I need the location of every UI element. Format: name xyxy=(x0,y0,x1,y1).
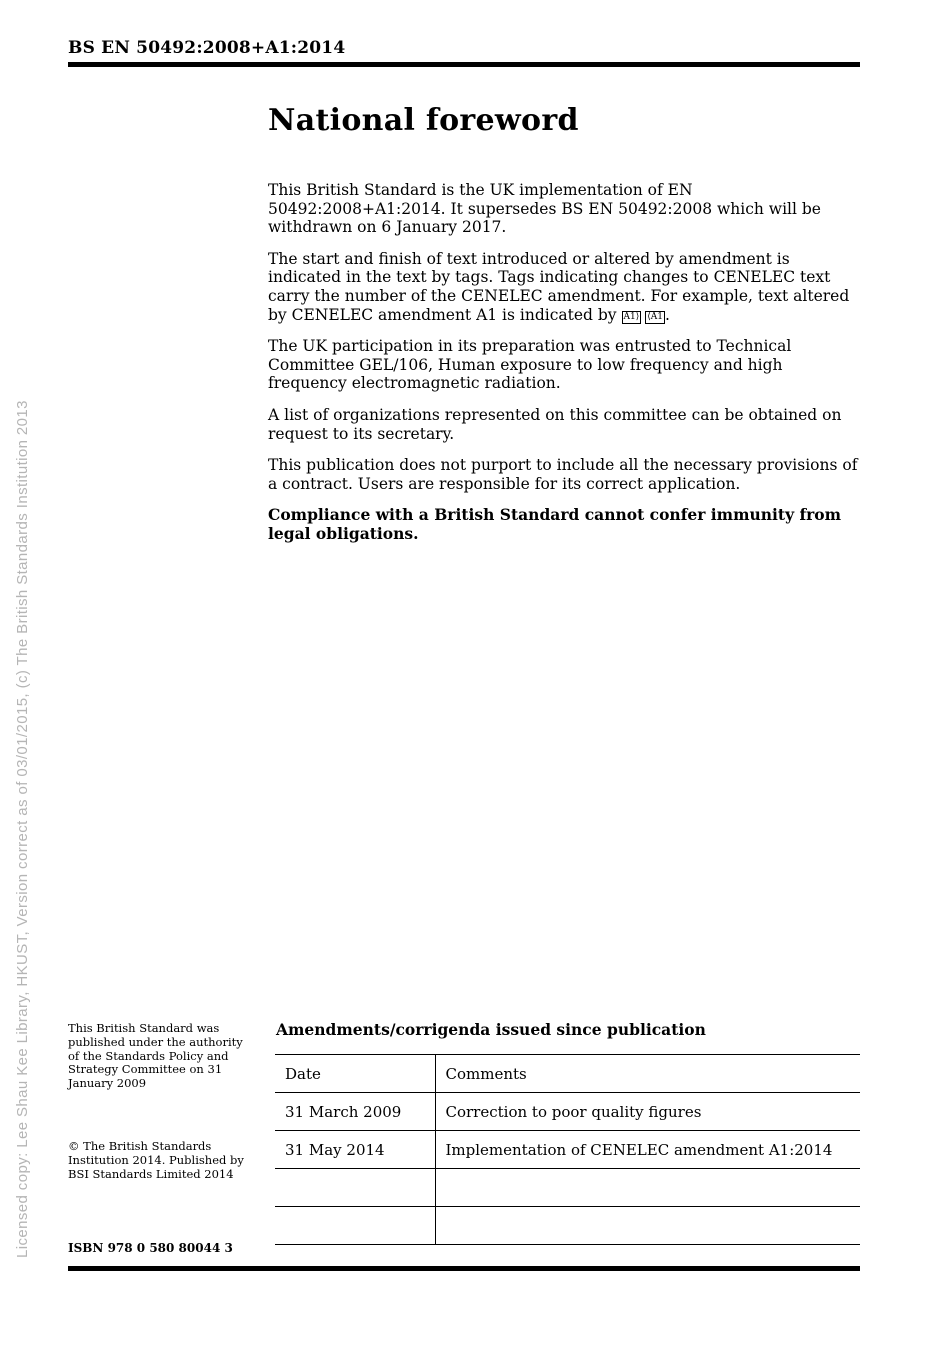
paragraph-compliance-notice: Compliance with a British Standard cannot confer immunity from legal obligations. xyxy=(268,505,842,543)
paragraph-amendment-tags-text: The start and finish of text introduced or altered by amendment is indicated in the text by tags. Tags indicating changes to CENELEC text carry the number of the CENELEC amendment. For example, text altered by CENELEC amendment A1 is indicated by xyxy=(268,249,850,324)
publication-authority-note: This British Standard was published under the authority of the Standards Policy and Strategy Committee on 31 January 2009 xyxy=(68,1021,243,1091)
header-rule xyxy=(68,62,860,67)
amendment-date: 31 May 2014 xyxy=(275,1131,435,1169)
page-title: National foreword xyxy=(268,103,579,138)
amendment-date: 31 March 2009 xyxy=(275,1093,435,1131)
amendment-comment xyxy=(435,1169,860,1207)
table-row xyxy=(275,1093,860,1131)
paragraph-amendment-tags xyxy=(268,250,864,324)
amendment-open-tag-icon: A1⟩ xyxy=(623,311,640,322)
amendment-date xyxy=(275,1207,435,1245)
isbn-number: ISBN 978 0 580 80044 3 xyxy=(68,1241,233,1255)
amendment-close-tag-icon: ⟨A1 xyxy=(647,311,663,322)
amendments-heading: Amendments/corrigenda issued since publication xyxy=(276,1020,706,1039)
amendment-comment: Correction to poor quality figures xyxy=(435,1093,860,1131)
column-header-comments: Comments xyxy=(435,1055,860,1093)
table-row xyxy=(275,1131,860,1169)
amendment-date xyxy=(275,1169,435,1207)
paragraph-uk-participation: The UK participation in its preparation was entrusted to Technical Committee GEL/106, Human exposure to low frequency and high frequency electromagnetic radiation. xyxy=(268,337,792,393)
footer-rule xyxy=(68,1266,860,1271)
paragraph-implementation: This British Standard is the UK implementation of EN 50492:2008+A1:2014. It supersedes BS EN 50492:2008 which will be withdrawn on 6 January 2017. xyxy=(268,181,821,237)
copyright-note: © The British Standards Institution 2014. Published by BSI Standards Limited 2014 xyxy=(68,1139,244,1181)
amendments-table xyxy=(275,1054,860,1245)
foreword-body xyxy=(268,181,864,557)
table-row xyxy=(275,1207,860,1245)
paragraph-organizations-list: A list of organizations represented on this committee can be obtained on request to its secretary. xyxy=(268,405,842,443)
table-header-row xyxy=(275,1055,860,1093)
amendment-comment: Implementation of CENELEC amendment A1:2014 xyxy=(435,1131,860,1169)
paragraph-provisions: This publication does not purport to include all the necessary provisions of a contract. Users are responsible for its correct application. xyxy=(268,456,858,493)
column-header-date: Date xyxy=(275,1055,435,1093)
amendment-comment xyxy=(435,1207,860,1245)
license-watermark-text: Licensed copy: Lee Shau Kee Library, HKUST, Version correct as of 03/01/2015, (c) The British Standards Institution 2013 xyxy=(14,400,31,1258)
standard-number-header: BS EN 50492:2008+A1:2014 xyxy=(68,38,346,58)
table-row xyxy=(275,1169,860,1207)
paragraph-amendment-tags-end: . xyxy=(665,305,670,324)
